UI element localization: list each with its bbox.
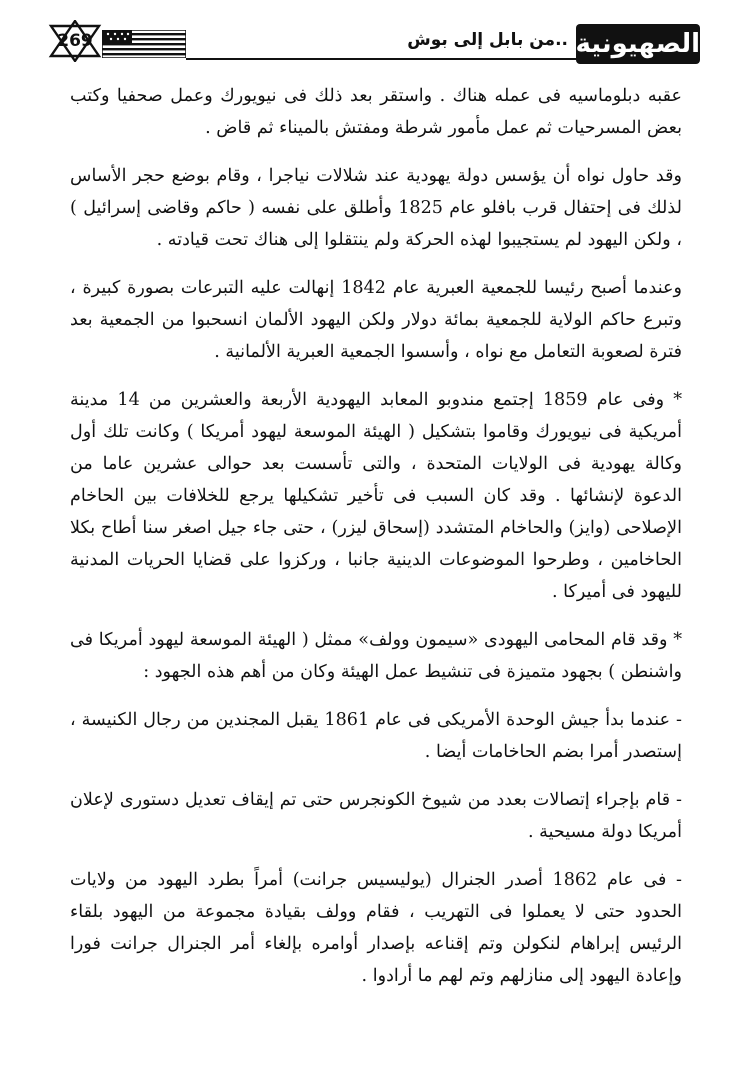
book-title-logo: [576, 24, 700, 64]
paragraph-5: * وقد قام المحامى اليهودى «سيمون وولف» ممثل ( الهيئة الموسعة ليهود أمريكا فى واشنطن ) بجهود متميزة فى تنشيط عمل الهيئة وكان من أهم هذه الجهود :: [70, 630, 682, 682]
paragraph-7: - قام بإجراء إتصالات بعدد من شيوخ الكونجرس حتى تم إيقاف تعديل دستورى لإعلان أمريكا دولة مسيحية .: [70, 790, 682, 842]
running-header: [46, 14, 700, 70]
paragraph-8: - فى عام 1862 أصدر الجنرال (يوليسيس جرانت) أمراً بطرد اليهود من ولايات الحدود حتى لا يعملوا فى التهريب ، فقام وولف بقيادة مجموعة من اليهود بلقاء الرئيس إبراهام لنكولن وتم إقناعه بإصدار أوامره بإلغاء أمر الجنرال جرانت فورا وإعادة اليهود إلى منازلهم وتم لهم ما أرادوا .: [70, 870, 682, 986]
page-number: 269: [57, 31, 93, 51]
page-body: [70, 80, 682, 1008]
book-title: الصهيونية: [575, 29, 700, 59]
paragraph-6: - عندما بدأ جيش الوحدة الأمريكى فى عام 1861 يقبل المجندين من رجال الكنيسة ، إستصدر أمرا بضم الحاخامات أيضا .: [70, 710, 682, 762]
book-subtitle: ..من بابل إلى بوش: [407, 30, 568, 50]
paragraph-4: * وفى عام 1859 إجتمع مندوبو المعابد اليهودية الأربعة والعشرين من 14 مدينة أمريكية فى نيويورك وقاموا بتشكيل ( الهيئة الموسعة ليهود أمريكا ) وكانت تلك أول وكالة يهودية فى الولايات المتحدة ، والتى تأسست بعد حوالى عشرين عاما من الدعوة لإنشائها . وقد كان السبب فى تأخير تشكيلها يرجع للخلافات بين الحاخام الإصلاحى (وايز) والحاخام المتشدد (إسحاق ليزر) ، حتى جاء جيل اصغر سنا أطاح بكلا الحاخامين ، وطرحوا الموضوعات الدينية جانبا ، وركزوا على قضايا الحريات المدنية لليهود فى أميركا .: [70, 390, 682, 602]
flag-icon: [102, 30, 186, 58]
paragraph-1: عقبه دبلوماسيه فى عمله هناك . واستقر بعد ذلك فى نيويورك وعمل صحفيا وكتب بعض المسرحيات ثم عمل مأمور شرطة ومفتش بالميناء ثم قاض .: [70, 86, 682, 138]
paragraph-3: وعندما أصبح رئيسا للجمعية العبرية عام 1842 إنهالت عليه التبرعات بصورة كبيرة ، وتبرع حاكم الولاية للجمعية بمائة دولار ولكن اليهود الألمان انسحبوا من الجمعية بعد فترة لصعوبة التعامل مع نواه ، وأسسوا الجمعية العبرية الألمانية .: [70, 278, 682, 362]
paragraph-2: وقد حاول نواه أن يؤسس دولة يهودية عند شلالات نياجرا ، وقام بوضع حجر الأساس لذلك فى إحتفال قرب بافلو عام 1825 وأطلق على نفسه ( حاكم وقاضى إسرائيل ) ، ولكن اليهود لم يستجيبوا لهذه الحركة ولم ينتقلوا إلى هناك تحت قيادته .: [70, 166, 682, 250]
